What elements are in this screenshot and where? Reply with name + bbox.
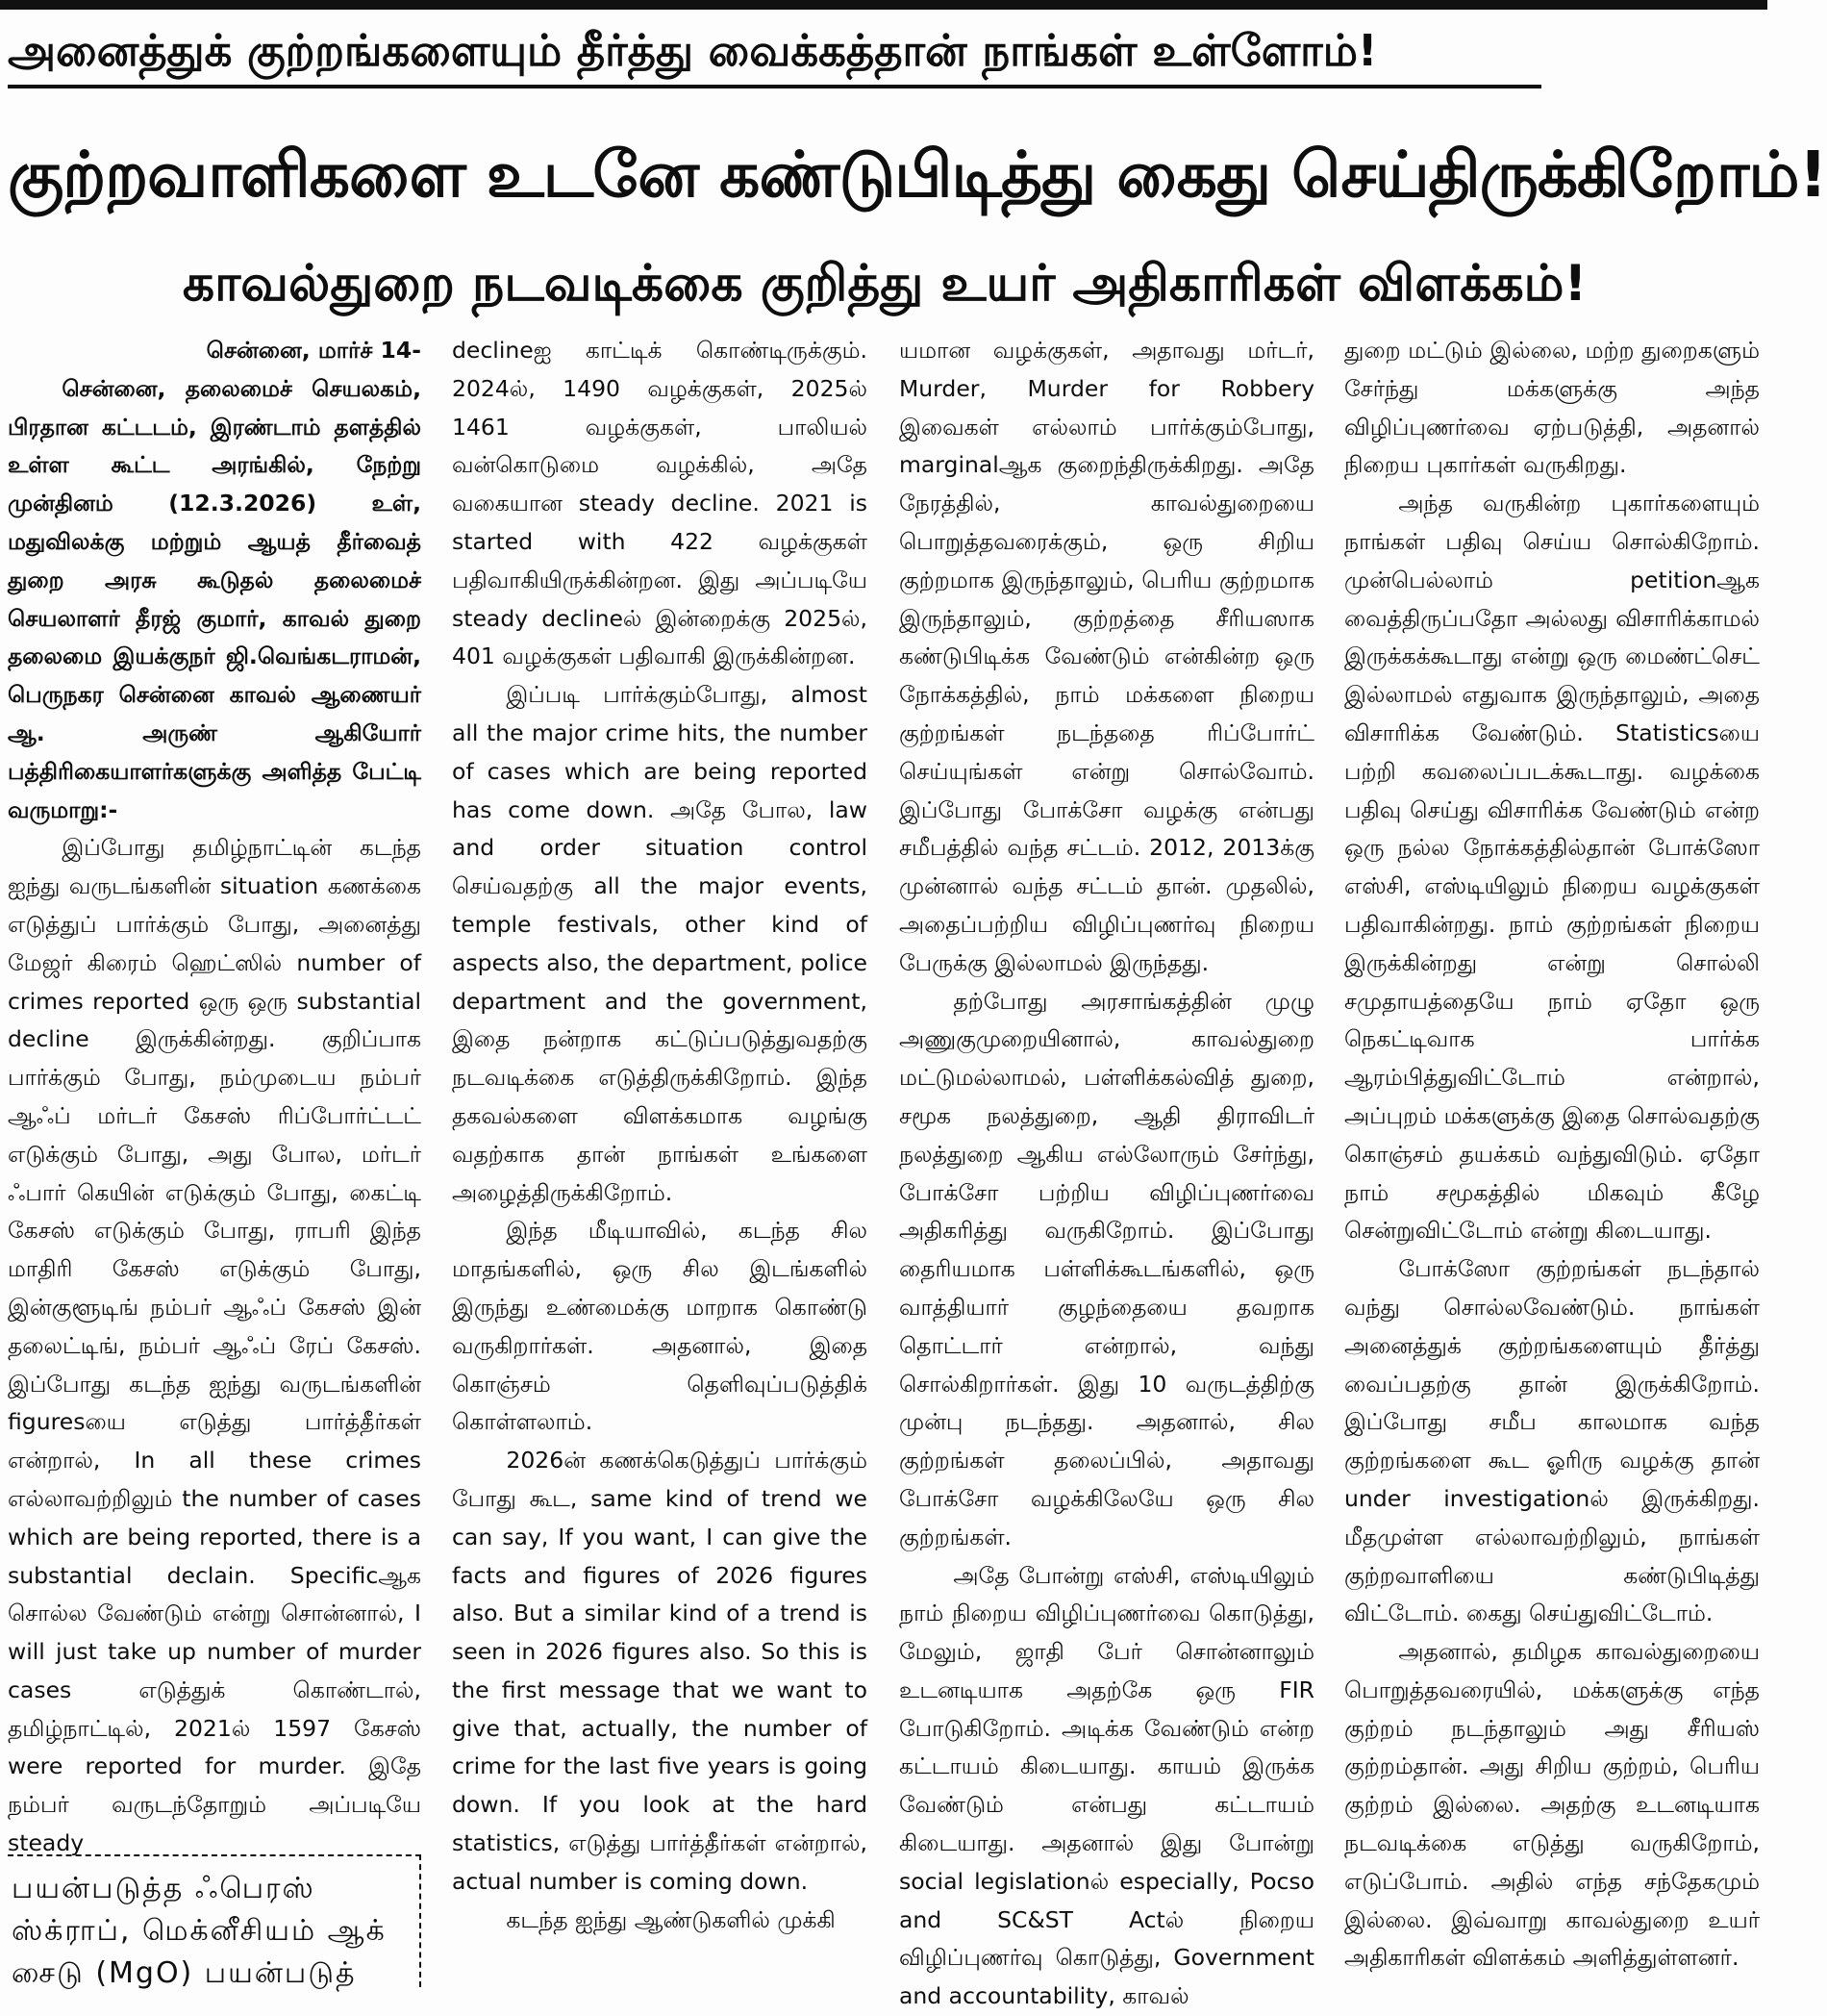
article-paragraph: declineஐ காட்டிக் கொண்டிருக்கும். 2024ல், 1490 வழக்குகள், 2025ல் 1461 வழக்குகள், பாலியல் வன்கொடுமை வழக்கில், அதே வகையான steady decline. 2021 is started with 422 வழக்குகள் பதிவாகியிருக்கின்றன. இது அப்படியே steady declineல் இன்றைக்கு 2025ல், 401 வழக்குகள் பதிவாகி இருக்கின்றன. [452, 332, 867, 676]
article-paragraph: போக்ஸோ குற்றங்கள் நடந்தால் வந்து சொல்லவேண்டும். நாங்கள் அனைத்துக் குற்றங்களையும் தீர்த்து வைப்பதற்கு தான் இருக்கிறோம். இப்போது சமீப காலமாக வந்த குற்றங்களை கூட ஓரிரு வழக்கு தான் under investigationல் இருக்கிறது. மீதமுள்ள எல்லாவற்றிலும், நாங்கள் குற்றவாளியை கண்டுபிடித்து விட்டோம். கைது செய்துவிட்டோம். [1344, 1250, 1760, 1633]
article-paragraph: அதனால், தமிழக காவல்துறையை பொறுத்தவரையில், மக்களுக்கு எந்த குற்றம் நடந்தாலும் அது சீரியஸ் குற்றம்தான். அது சிறிய குற்றம், பெரிய குற்றம் இல்லை. அதற்கு உடனடியாக நடவடிக்கை எடுத்து வருகிறோம், எடுப்போம். அதில் எந்த சந்தேகமும் இல்லை. இவ்வாறு காவல்துறை உயர் அதிகாரிகள் விளக்கம் அளித்துள்ளனர். [1344, 1633, 1760, 1978]
dateline: சென்னை, மார்ச் 14- [8, 332, 421, 370]
article-paragraph: துறை மட்டும் இல்லை, மற்ற துறைகளும் சேர்ந்து மக்களுக்கு அந்த விழிப்புணர்வை ஏற்படுத்தி, அதனால் நிறைய புகார்கள் வருகிறது. [1344, 332, 1760, 485]
article-column-2 [452, 332, 867, 1981]
article-paragraph: அதே போன்று எஸ்சி, எஸ்டியிலும் நாம் நிறைய விழிப்புணர்வை கொடுத்து, மேலும், ஜாதி பேர் சொன்னாலும் உடனடியாக அதற்கே ஒரு FIR போடுகிறோம். அடிக்க வேண்டும் என்ற கட்டாயம் கிடையாது. காயம் இருக்க வேண்டும் என்பது கட்டாயம் கிடையாது. அதனால் இது போன்று social legislationல் especially, Pocso and SC&ST Actல் நிறைய விழிப்புணர்வு கொடுத்து, Government and accountability, காவல் [899, 1557, 1314, 2016]
article-paragraph: இப்படி பார்க்கும்போது, almost all the major crime hits, the number of cases which are being reported has come down. அதே போல, law and order situation control செய்வதற்கு all the major events, temple festivals, other kind of aspects also, the department, police department and the government, இதை நன்றாக கட்டுப்படுத்துவதற்கு நடவடிக்கை எடுத்திருக்கிறோம். இந்த தகவல்களை விளக்கமாக வழங்கு வதற்காக தான் நாங்கள் உங்களை அழைத்திருக்கிறோம். [452, 676, 867, 1212]
article-paragraph: கடந்த ஐந்து ஆண்டுகளில் முக்கி [452, 1902, 867, 1940]
article-paragraph: இந்த மீடியாவில், கடந்த சில மாதங்களில், ஒரு சில இடங்களில் இருந்து உண்மைக்கு மாறாக கொண்டு வருகிறார்கள். அதனால், இதை கொஞ்சம் தெளிவுப்படுத்திக் கொள்ளலாம். [452, 1212, 867, 1442]
article-column-4 [1344, 332, 1760, 1981]
kicker-headline: அனைத்துக் குற்றங்களையும் தீர்த்து வைக்கத்தான் நாங்கள் உள்ளோம்! [8, 17, 1546, 85]
article-paragraph: யமான வழக்குகள், அதாவது மர்டர், Murder, Murder for Robbery இவைகள் எல்லாம் பார்க்கும்போது, marginalஆக குறைந்திருக்கிறது. அதே நேரத்தில், காவல்துறையை பொறுத்தவரைக்கும், ஒரு சிறிய குற்றமாக இருந்தாலும், பெரிய குற்றமாக இருந்தாலும், குற்றத்தை சீரியஸாக கண்டுபிடிக்க வேண்டும் என்கின்ற ஒரு நோக்கத்தில், நாம் மக்களை நிறைய குற்றங்கள் நடந்ததை ரிப்போர்ட் செய்யுங்கள் என்று சொல்வோம். இப்போது போக்சோ வழக்கு என்பது சமீபத்தில் வந்த சட்டம். 2012, 2013க்கு முன்னால் வந்த சட்டம் தான். முதலில், அதைப்பற்றிய விழிப்புணர்வு நிறைய பேருக்கு இல்லாமல் இருந்தது. [899, 332, 1314, 983]
main-headline: குற்றவாளிகளை உடனே கண்டுபிடித்து கைது செய்திருக்கிறோம்! [8, 108, 1760, 242]
sub-headline: காவல்துறை நடவடிக்கை குறித்து உயர் அதிகாரிகள் விளக்கம்! [58, 245, 1712, 322]
article-column-3 [899, 332, 1314, 1981]
article-paragraph: இப்போது தமிழ்நாட்டின் கடந்த ஐந்து வருடங்களின் situation கணக்கை எடுத்துப் பார்க்கும் போது, அனைத்து மேஜர் கிரைம் ஹெட்ஸில் number of crimes reported ஒரு ஒரு substantial decline இருக்கின்றது. குறிப்பாக பார்க்கும் போது, நம்முடைய நம்பர் ஆஃப் மர்டர் கேசஸ் ரிப்போர்ட்டட் எடுக்கும் போது, அது போல, மர்டர் ஃபார் கெயின் எடுக்கும் போது, கைட்டி கேசஸ் எடுக்கும் போது, ராபரி இந்த மாதிரி கேசஸ் எடுக்கும் போது, இன்குளூடிங் நம்பர் ஆஃப் கேசஸ் இன் தலைட்டிங், நம்பர் ஆஃப் ரேப் கேசஸ். இப்போது கடந்த ஐந்து வருடங்களின் figuresயை எடுத்து பார்த்தீர்கள் என்றால், In all these crimes எல்லாவற்றிலும் the number of cases which are being reported, there is a substantial declain. Specificஆக சொல்ல வேண்டும் என்று சொன்னால், I will just take up number of murder cases எடுத்துக் கொண்டால், தமிழ்நாட்டில், 2021ல் 1597 கேசஸ் were reported for murder. இதே நம்பர் வருடந்தோறும் அப்படியே steady [8, 829, 421, 1863]
kicker-underline [8, 85, 1541, 88]
article-paragraph: 2026ன் கணக்கெடுத்துப் பார்க்கும் போது கூட, same kind of trend we can say, If you want, I can give the facts and figures of 2026 figures also. But a similar kind of a trend is seen in 2026 figures also. So this is the first message that we want to give that, actually, the number of crime for the last five years is going down. If you look at the hard statistics, எடுத்து பார்த்தீர்கள் என்றால், actual number is coming down. [452, 1442, 867, 1902]
article-column-1 [8, 332, 421, 1850]
article-paragraph: அந்த வருகின்ற புகார்களையும் நாங்கள் பதிவு செய்ய சொல்கிறோம். முன்பெல்லாம் petitionஆக வைத்திருப்பதோ அல்லது விசாரிக்காமல் இருக்கக்கூடாது என்று ஒரு மைண்ட்செட் இல்லாமல் எதுவாக இருந்தாலும், அதை விசாரிக்க வேண்டும். Statisticsயை பற்றி கவலைப்படக்கூடாது. வழக்கை பதிவு செய்து விசாரிக்க வேண்டும் என்ற ஒரு நல்ல நோக்கத்தில்தான் போக்ஸோ எஸ்சி, எஸ்டியிலும் நிறைய வழக்குகள் பதிவாகின்றது. நாம் குற்றங்கள் நிறைய இருக்கின்றது என்று சொல்லி சமுதாயத்தையே நாம் ஏதோ ஒரு நெகட்டிவாக பார்க்க ஆரம்பித்துவிட்டோம் என்றால், அப்புறம் மக்களுக்கு இதை சொல்வதற்கு கொஞ்சம் தயக்கம் வந்துவிடும். ஏதோ நாம் சமூகத்தில் மிகவும் கீழே சென்றுவிட்டோம் என்று கிடையாது. [1344, 485, 1760, 1250]
article-intro: சென்னை, தலைமைச் செயலகம், பிரதான கட்டடம், இரண்டாம் தளத்தில் உள்ள கூட்ட அரங்கில், நேற்று முன்தினம் (12.3.2026) உள், மதுவிலக்கு மற்றும் ஆயத் தீர்வைத் துறை அரசு கூடுதல் தலைமைச் செயலாளர் தீரஜ் குமார், காவல் துறை தலைமை இயக்குநர் ஜி.வெங்கடராமன், பெருநகர சென்னை காவல் ஆணையர் ஆ. அருண் ஆகியோர் பத்திரிகையாளர்களுக்கு அளித்த பேட்டி வருமாறு:- [8, 370, 421, 830]
article-paragraph: தற்போது அரசாங்கத்தின் முழு அணுகுமுறையினால், காவல்துறை மட்டுமல்லாமல், பள்ளிக்கல்வித் துறை, சமூக நலத்துறை, ஆதி திராவிடர் நலத்துறை ஆகிய எல்லோரும் சேர்ந்து, போக்சோ பற்றிய விழிப்புணர்வை அதிகரித்து வருகிறோம். இப்போது தைரியமாக பள்ளிக்கூடங்களில், ஒரு வாத்தியார் குழந்தையை தவறாக தொட்டார் என்றால், வந்து சொல்கிறார்கள். இது 10 வருடத்திற்கு முன்பு நடந்தது. அதனால், சில குற்றங்கள் தலைப்பில், அதாவது போக்சோ வழக்கிலேயே ஒரு சில குற்றங்கள். [899, 983, 1314, 1557]
top-rule [0, 0, 1767, 10]
boxed-snippet: பயன்படுத்த ஃபெரஸ் ஸ்க்ராப், மெக்னீசியம் ஆக் சைடு (MgO) பயன்படுத் [8, 1854, 421, 1987]
